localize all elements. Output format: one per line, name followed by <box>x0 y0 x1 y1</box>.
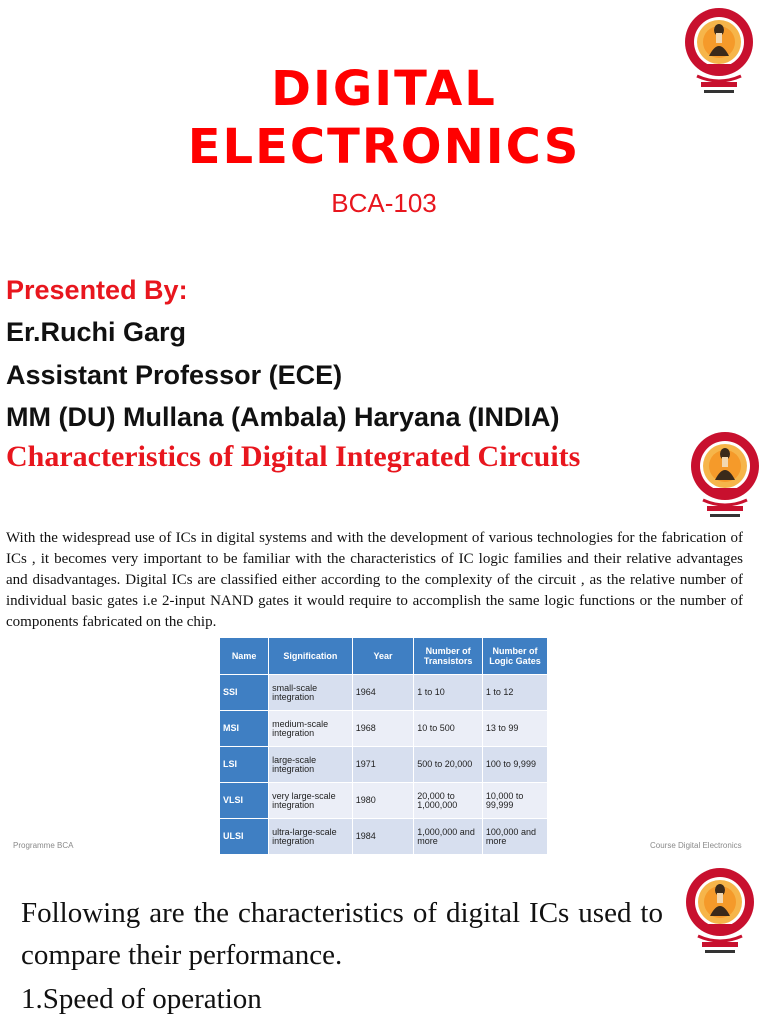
intro-paragraph: With the widespread use of ICs in digital systems and with the development of various technologies for the fabrication of ICs , it becomes very important to be familiar with the characteristics of IC logic families and their relative advantages and disadvantages. Digital ICs are classified either according to the complexity of the circuit , as the relative number of individual basic gates i.e 2-input NAND gates it would require to accomplish the same logic functions or the number of components fabricated on the chip. <box>6 530 743 630</box>
table-header-row <box>220 638 548 675</box>
table-row <box>220 819 548 855</box>
column-header: Number of Logic Gates <box>482 638 547 675</box>
column-header: Name <box>220 638 269 675</box>
table-cell: ultra-large-scale integration <box>269 819 353 855</box>
table-cell: 1 to 12 <box>482 675 547 711</box>
university-logo <box>683 6 755 100</box>
footer-programme: Programme BCA <box>13 841 74 850</box>
table-cell: 100,000 and more <box>482 819 547 855</box>
table-cell: 1968 <box>352 711 414 747</box>
table-cell: 1,000,000 and more <box>414 819 483 855</box>
column-header: Year <box>352 638 414 675</box>
university-logo <box>689 430 761 524</box>
table-row <box>220 675 548 711</box>
table-cell: 20,000 to 1,000,000 <box>414 783 483 819</box>
table-cell: 100 to 9,999 <box>482 747 547 783</box>
table-cell: 10,000 to 99,999 <box>482 783 547 819</box>
table-cell: 13 to 99 <box>482 711 547 747</box>
characteristics-intro: Following are the characteristics of digital ICs used to compare their performance. <box>21 897 663 971</box>
table-cell: very large-scale integration <box>269 783 353 819</box>
table-cell: SSI <box>220 675 269 711</box>
table-cell: 1984 <box>352 819 414 855</box>
presented-by-label: Presented By: <box>6 275 188 305</box>
table-cell: ULSI <box>220 819 269 855</box>
table-row <box>220 747 548 783</box>
table-cell: 1964 <box>352 675 414 711</box>
table-cell: LSI <box>220 747 269 783</box>
table-cell: 1980 <box>352 783 414 819</box>
title-line-2: ELECTRONICS <box>187 119 581 175</box>
table-row <box>220 783 548 819</box>
table-cell: 10 to 500 <box>414 711 483 747</box>
table-cell: 1971 <box>352 747 414 783</box>
author-name: Er.Ruchi Garg <box>6 317 187 347</box>
footer-course: Course Digital Electronics <box>650 841 742 850</box>
column-header: Number of Transistors <box>414 638 483 675</box>
table-cell: 500 to 20,000 <box>414 747 483 783</box>
column-header: Signification <box>269 638 353 675</box>
author-designation: Assistant Professor (ECE) <box>6 360 343 390</box>
table-cell: small-scale integration <box>269 675 353 711</box>
page-title <box>0 60 768 176</box>
list-item: 1.Speed of operation <box>21 983 262 1015</box>
table-cell: VLSI <box>220 783 269 819</box>
course-code: BCA-103 <box>331 188 437 218</box>
ic-classification-table <box>219 637 548 855</box>
section-heading: Characteristics of Digital Integrated Circuits <box>6 440 581 473</box>
table-cell: medium-scale integration <box>269 711 353 747</box>
table-cell: large-scale integration <box>269 747 353 783</box>
table-cell: MSI <box>220 711 269 747</box>
table-cell: 1 to 10 <box>414 675 483 711</box>
university-logo <box>684 866 756 960</box>
title-line-1: DIGITAL <box>271 61 497 117</box>
author-institution: MM (DU) Mullana (Ambala) Haryana (INDIA) <box>6 402 560 432</box>
table-row <box>220 711 548 747</box>
